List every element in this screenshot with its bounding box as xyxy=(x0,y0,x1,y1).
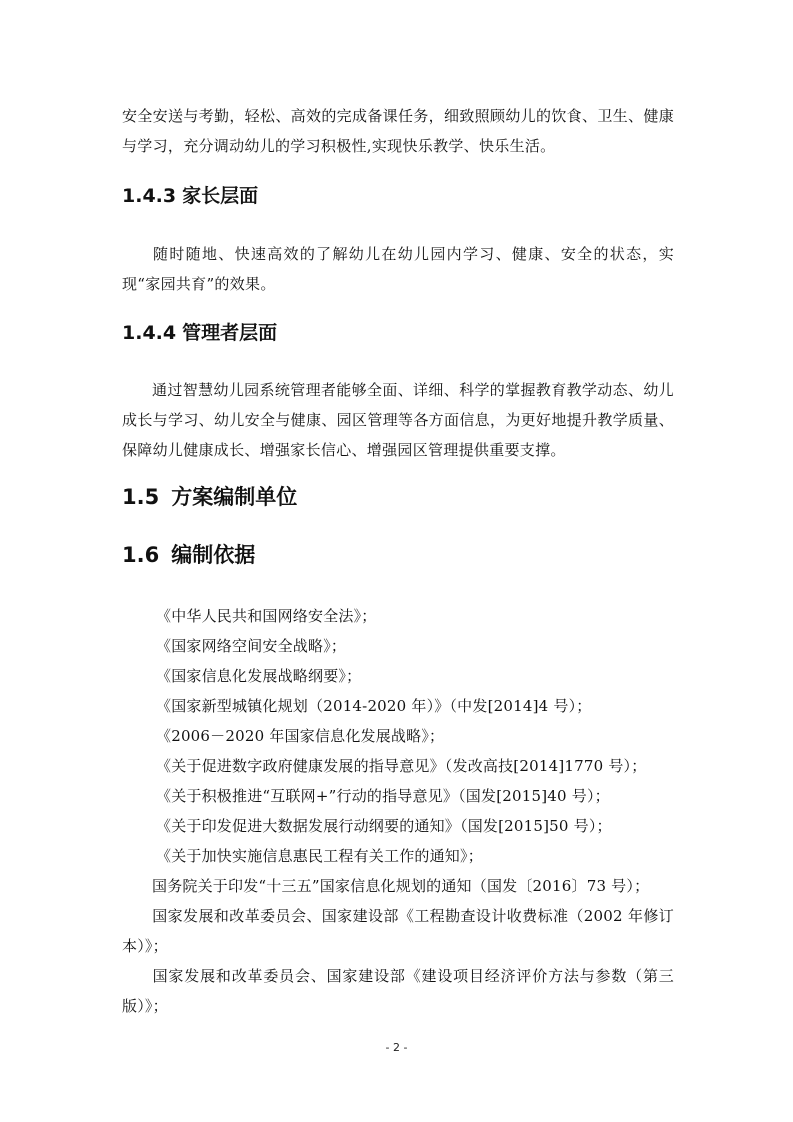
reference-item: 《关于积极推进“互联网+”行动的指导意见》（国发[2015]40 号）； xyxy=(156,787,610,805)
heading-number: 1.6 xyxy=(122,543,160,567)
reference-item: 《关于促进数字政府健康发展的指导意见》（发改高技[2014]1770 号）； xyxy=(156,757,647,775)
reference-item: 《中华人民共和国网络安全法》； xyxy=(156,607,377,625)
reference-item: 《国家信息化发展战略纲要》； xyxy=(156,667,362,685)
parent-paragraph-text: 随时随地、快速高效的了解幼儿在幼儿园内学习、健康、安全的状态，实现“家园共育”的效果。 xyxy=(122,245,674,293)
reference-item: 《2006－2020 年国家信息化发展战略》； xyxy=(156,727,445,745)
heading-1-6 xyxy=(122,540,255,570)
heading-number: 1.4.3 xyxy=(122,185,177,207)
heading-title: 管理者层面 xyxy=(182,322,278,344)
reference-item-long-text: 国家发展和改革委员会、国家建设部《工程勘查设计收费标准（2002 年修订本）》； xyxy=(122,907,674,955)
heading-number: 1.5 xyxy=(122,485,160,509)
reference-item: 国务院关于印发“十三五”国家信息化规划的通知（国发〔2016〕73 号）； xyxy=(152,877,650,895)
reference-item: 《国家新型城镇化规划（2014-2020 年）》（中发[2014]4 号）； xyxy=(156,697,592,715)
heading-number: 1.4.4 xyxy=(122,322,177,344)
parent-paragraph xyxy=(122,239,674,299)
reference-item: 《关于加快实施信息惠民工程有关工作的通知》； xyxy=(156,847,483,865)
heading-title: 编制依据 xyxy=(171,543,256,567)
reference-item-long xyxy=(122,901,674,961)
heading-title: 家长层面 xyxy=(182,185,259,207)
reference-item: 《关于印发促进大数据发展行动纲要的通知》（国发[2015]50 号）； xyxy=(156,817,612,835)
intro-paragraph: 安全安送与考勤，轻松、高效的完成备课任务，细致照顾幼儿的饮食、卫生、健康与学习，充分调动幼儿的学习积极性,实现快乐教学、快乐生活。 xyxy=(122,107,674,155)
manager-paragraph xyxy=(122,375,674,465)
heading-1-5 xyxy=(122,482,297,512)
heading-1-4-4 xyxy=(122,320,277,346)
reference-list xyxy=(122,601,682,901)
manager-paragraph-text: 通过智慧幼儿园系统管理者能够全面、详细、科学的掌握教育教学动态、幼儿成长与学习、幼儿安全与健康、园区管理等各方面信息，为更好地提升教学质量、保障幼儿健康成长、增强家长信心、增强园区管理提供重要支撑。 xyxy=(122,381,674,459)
page-number: - 2 - xyxy=(385,1041,408,1054)
reference-item-long xyxy=(122,961,674,1021)
reference-item: 《国家网络空间安全战略》； xyxy=(156,637,347,655)
heading-1-4-3 xyxy=(122,183,258,209)
reference-item-long-text: 国家发展和改革委员会、国家建设部《建设项目经济评价方法与参数（第三版）》； xyxy=(122,967,674,1015)
heading-title: 方案编制单位 xyxy=(171,485,298,509)
